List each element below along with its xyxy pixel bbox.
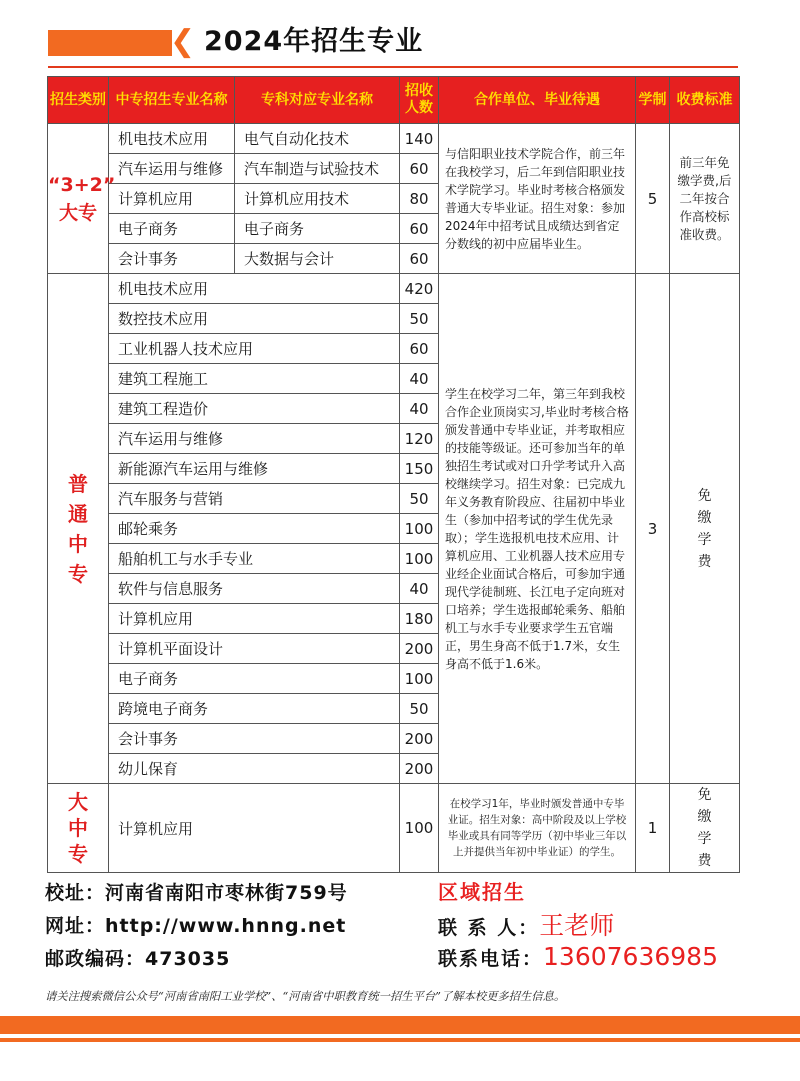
th-category: 招生类别 xyxy=(48,77,109,124)
category-putong: 普 通 中 专 xyxy=(48,274,109,784)
zz-major-cell: 会计事务 xyxy=(109,724,400,754)
postal-code: 邮政编码：473035 xyxy=(45,948,231,970)
quota-cell: 50 xyxy=(400,304,439,334)
wechat-notice: 请关注搜索微信公众号“河南省南阳工业学校”、“河南省中职教育统一招生平台”了解本校更多招生信息。 xyxy=(45,990,566,1003)
zz-major-cell: 建筑工程造价 xyxy=(109,394,400,424)
zz-major-cell: 汽车服务与营销 xyxy=(109,484,400,514)
footer-orange-band xyxy=(0,1016,800,1034)
zz-major-cell: 船舶机工与水手专业 xyxy=(109,544,400,574)
quota-cell: 40 xyxy=(400,574,439,604)
zz-major-cell: 汽车运用与维修 xyxy=(109,424,400,454)
partner-desc-putong: 学生在校学习二年，第三年到我校合作企业顶岗实习,毕业时考核合格颁发普通中专毕业证，并考取相应的技能等级证。还可参加当年的单独招生考试或对口升学考试升入高校继续学习。招生对象：已完成九年义务教育阶段应、往届初中毕业生（参加中招考试的学生优先录取）；学生选报机电技术应用、计算机应用、工业机器人技术应用专业经企业面试合格后，可参加宇通现代学徒制班、长江电子定向班对口培养；学生选报邮轮乘务、船舶机工与水手专业要求学生五官端正，男生身高不低于1.7米，女生身高不低于1.6米。 xyxy=(439,274,636,784)
zz-major-cell: 新能源汽车运用与维修 xyxy=(109,454,400,484)
zz-major-cell: 幼儿保育 xyxy=(109,754,400,784)
years-dazhong: 1 xyxy=(636,784,670,873)
quota-cell: 150 xyxy=(400,454,439,484)
chevron-left-icon: ❮ xyxy=(170,24,196,59)
partner-desc-3plus2: 与信阳职业技术学院合作，前三年在我校学习，后二年到信阳职业技术学院学习。毕业时考核合格颁发普通大专毕业证。招生对象：参加2024年中招考试且成绩达到省定分数线的初中应届毕业生。 xyxy=(439,124,636,274)
quota-cell: 50 xyxy=(400,694,439,724)
contact-phone xyxy=(438,942,718,971)
school-address: 校址：河南省南阳市枣林街759号 xyxy=(45,882,348,904)
zz-major-cell: 电子商务 xyxy=(109,214,235,244)
zz-major-cell: 会计事务 xyxy=(109,244,235,274)
years-3plus2: 5 xyxy=(636,124,670,274)
quota-cell: 40 xyxy=(400,394,439,424)
quota-cell: 200 xyxy=(400,754,439,784)
category-dazhong: 大 中 专 xyxy=(48,784,109,873)
quota-cell: 200 xyxy=(400,724,439,754)
quota-cell: 60 xyxy=(400,334,439,364)
page-title: 2024年招生专业 xyxy=(204,26,424,57)
table-header-row xyxy=(48,77,740,124)
zz-major-cell: 汽车运用与维修 xyxy=(109,154,235,184)
fee-dazhong: 免 缴 学 费 xyxy=(670,784,740,873)
quota-cell: 100 xyxy=(400,544,439,574)
th-years: 学制 xyxy=(636,77,670,124)
th-zz-major: 中专招生专业名称 xyxy=(109,77,235,124)
zk-major-cell: 电子商务 xyxy=(235,214,400,244)
region-recruit-label: 区域招生 xyxy=(438,880,526,904)
quota-cell: 60 xyxy=(400,214,439,244)
zz-major-cell: 机电技术应用 xyxy=(109,274,400,304)
th-quota: 招收人数 xyxy=(400,77,439,124)
zz-major-cell: 建筑工程施工 xyxy=(109,364,400,394)
th-partner: 合作单位、毕业待遇 xyxy=(439,77,636,124)
partner-desc-dazhong: 在校学习1年，毕业时颁发普通中专毕业证。招生对象：高中阶段及以上学校毕业或具有同等学历（初中毕业三年以上并提供当年初中毕业证）的学生。 xyxy=(439,784,636,873)
table-row xyxy=(48,274,740,304)
years-putong: 3 xyxy=(636,274,670,784)
quota-cell: 40 xyxy=(400,364,439,394)
zz-major-cell: 数控技术应用 xyxy=(109,304,400,334)
zz-major-cell: 计算机应用 xyxy=(109,184,235,214)
header-orange-bar xyxy=(48,30,172,56)
quota-cell: 60 xyxy=(400,244,439,274)
category-3plus2: “3+2” 大专 xyxy=(48,124,109,274)
footer-orange-line xyxy=(0,1038,800,1042)
school-website[interactable]: 网址：http://www.hnng.net xyxy=(45,915,347,937)
quota-cell: 50 xyxy=(400,484,439,514)
fee-putong: 免 缴 学 费 xyxy=(670,274,740,784)
quota-cell: 100 xyxy=(400,784,439,873)
zz-major-cell: 跨境电子商务 xyxy=(109,694,400,724)
zz-major-cell: 工业机器人技术应用 xyxy=(109,334,400,364)
table-row xyxy=(48,784,740,873)
quota-cell: 140 xyxy=(400,124,439,154)
zz-major-cell: 机电技术应用 xyxy=(109,124,235,154)
zz-major-cell: 计算机应用 xyxy=(109,784,400,873)
header-divider xyxy=(48,66,738,68)
zz-major-cell: 邮轮乘务 xyxy=(109,514,400,544)
quota-cell: 180 xyxy=(400,604,439,634)
zz-major-cell: 电子商务 xyxy=(109,664,400,694)
majors-table xyxy=(47,76,740,873)
zk-major-cell: 电气自动化技术 xyxy=(235,124,400,154)
quota-cell: 100 xyxy=(400,514,439,544)
zk-major-cell: 计算机应用技术 xyxy=(235,184,400,214)
quota-cell: 60 xyxy=(400,154,439,184)
contact-label: 联 系 人： xyxy=(438,917,540,939)
phone-number: 13607636985 xyxy=(543,942,718,971)
phone-label: 联系电话： xyxy=(438,948,544,970)
contact-person xyxy=(438,906,614,942)
quota-cell: 420 xyxy=(400,274,439,304)
th-fee: 收费标准 xyxy=(670,77,740,124)
zk-major-cell: 大数据与会计 xyxy=(235,244,400,274)
table-row xyxy=(48,124,740,154)
th-zk-major: 专科对应专业名称 xyxy=(235,77,400,124)
zz-major-cell: 软件与信息服务 xyxy=(109,574,400,604)
quota-cell: 120 xyxy=(400,424,439,454)
fee-3plus2: 前三年免缴学费,后二年按合作高校标准收费。 xyxy=(670,124,740,274)
quota-cell: 80 xyxy=(400,184,439,214)
zz-major-cell: 计算机平面设计 xyxy=(109,634,400,664)
quota-cell: 100 xyxy=(400,664,439,694)
quota-cell: 200 xyxy=(400,634,439,664)
zz-major-cell: 计算机应用 xyxy=(109,604,400,634)
contact-name: 王老师 xyxy=(539,911,615,940)
zk-major-cell: 汽车制造与试验技术 xyxy=(235,154,400,184)
